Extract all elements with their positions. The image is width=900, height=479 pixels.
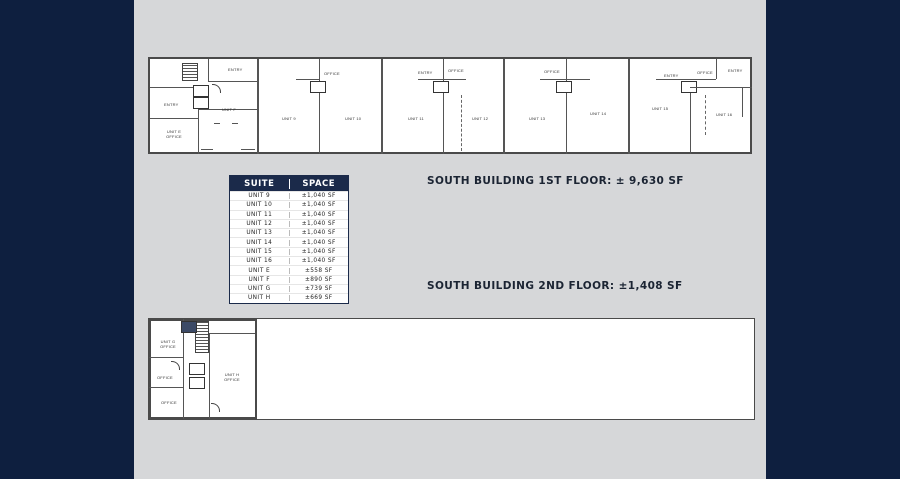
wall	[241, 149, 255, 150]
first-floor-plan	[148, 57, 752, 154]
suite-cell: UNIT 14	[246, 239, 273, 246]
wall	[566, 59, 567, 154]
room-label: OFFICE	[448, 68, 464, 73]
wall	[257, 59, 259, 154]
suite-cell: UNIT E	[248, 267, 271, 274]
room-label: UNIT F	[222, 107, 237, 112]
wall	[183, 319, 184, 419]
restroom	[433, 81, 449, 93]
suite-column-header: SUITE	[244, 178, 275, 189]
space-cell: ±1,040 SF	[289, 240, 349, 246]
room-label: OFFICE	[157, 375, 173, 380]
room-label: UNIT 14	[590, 111, 607, 116]
space-cell: ±1,040 SF	[289, 221, 349, 227]
table-row	[230, 191, 348, 200]
table-row	[230, 275, 348, 284]
room-label: UNIT 10	[345, 116, 362, 121]
suite-cell: UNIT 9	[248, 193, 271, 200]
space-cell: ±1,040 SF	[289, 193, 349, 199]
wall	[150, 118, 198, 119]
suite-cell: UNIT 13	[246, 230, 273, 237]
brochure-page	[134, 0, 766, 479]
wall	[232, 123, 238, 124]
wall	[201, 149, 213, 150]
room-label: UNIT 11	[408, 116, 424, 121]
table-row	[230, 219, 348, 228]
table-row	[230, 200, 348, 209]
suite-table	[229, 175, 349, 304]
suite-cell: UNIT 11	[246, 211, 273, 218]
wall	[296, 79, 320, 80]
table-row	[230, 228, 348, 237]
wall	[742, 87, 743, 117]
wall	[209, 333, 255, 334]
restroom	[193, 85, 209, 97]
dashed-line	[705, 95, 706, 135]
space-cell: ±1,040 SF	[289, 202, 349, 208]
wall	[418, 79, 466, 80]
wall	[150, 87, 198, 88]
table-row	[230, 237, 348, 246]
dashed-line	[461, 95, 462, 151]
restroom	[189, 363, 205, 375]
space-cell: ±1,040 SF	[289, 230, 349, 236]
suite-cell: UNIT 15	[246, 248, 273, 255]
restroom	[193, 97, 209, 109]
wall	[149, 387, 183, 388]
room-label: OFFICE	[161, 400, 177, 405]
table-header	[230, 176, 348, 191]
first-floor-heading: SOUTH BUILDING 1ST FLOOR: ± 9,630 SF	[427, 175, 684, 187]
stair	[182, 63, 198, 81]
wall	[209, 333, 210, 419]
room-label: UNIT 12	[472, 116, 489, 121]
suite-cell: UNIT 16	[246, 258, 273, 265]
wall	[443, 59, 444, 154]
space-cell: ±1,040 SF	[289, 249, 349, 255]
room-label: OFFICE	[324, 71, 340, 76]
space-cell: ±669 SF	[289, 295, 349, 301]
restroom	[181, 321, 197, 333]
wall	[690, 87, 691, 154]
wall	[503, 59, 505, 154]
wall	[319, 59, 320, 154]
restroom	[556, 81, 572, 93]
room-label: UNIT 15	[652, 106, 669, 111]
space-column-header: SPACE	[289, 179, 349, 189]
restroom	[189, 377, 205, 389]
room-label: ENTRY	[728, 68, 743, 73]
space-cell: ±1,040 SF	[289, 258, 349, 264]
table-row	[230, 293, 348, 302]
table-row	[230, 210, 348, 219]
wall	[716, 59, 717, 79]
door	[212, 84, 221, 93]
wall	[381, 59, 383, 154]
table-row	[230, 247, 348, 256]
second-floor-plan	[148, 318, 755, 420]
wall	[208, 81, 257, 82]
table-row	[230, 265, 348, 274]
room-label: UNIT H OFFICE	[224, 372, 240, 382]
room-label: ENTRY	[228, 67, 243, 72]
space-cell: ±739 SF	[289, 286, 349, 292]
suite-cell: UNIT F	[248, 276, 270, 283]
table-row	[230, 284, 348, 293]
room-label: UNIT G OFFICE	[160, 339, 176, 349]
wall	[149, 357, 183, 358]
stair	[195, 321, 209, 353]
suite-cell: UNIT H	[248, 295, 271, 302]
space-cell: ±558 SF	[289, 268, 349, 274]
table-row	[230, 256, 348, 265]
suite-cell: UNIT G	[247, 286, 271, 293]
wall	[208, 59, 209, 81]
space-cell: ±890 SF	[289, 277, 349, 283]
wall	[628, 59, 630, 154]
room-label: UNIT 13	[529, 116, 546, 121]
wall	[656, 79, 716, 80]
restroom	[310, 81, 326, 93]
room-label: ENTRY	[664, 73, 679, 78]
room-label: UNIT 9	[282, 116, 296, 121]
room-label: ENTRY	[164, 102, 179, 107]
space-cell: ±1,040 SF	[289, 212, 349, 218]
room-label: OFFICE	[697, 70, 713, 75]
suite-cell: UNIT 12	[246, 221, 273, 228]
suite-cell: UNIT 10	[246, 202, 273, 209]
room-label: UNIT E OFFICE	[166, 129, 182, 139]
second-floor-heading: SOUTH BUILDING 2ND FLOOR: ±1,408 SF	[427, 280, 683, 292]
room-label: OFFICE	[544, 69, 560, 74]
room-label: ENTRY	[418, 70, 433, 75]
wall	[540, 79, 590, 80]
room-label: UNIT 16	[716, 112, 733, 117]
wall	[214, 123, 220, 124]
